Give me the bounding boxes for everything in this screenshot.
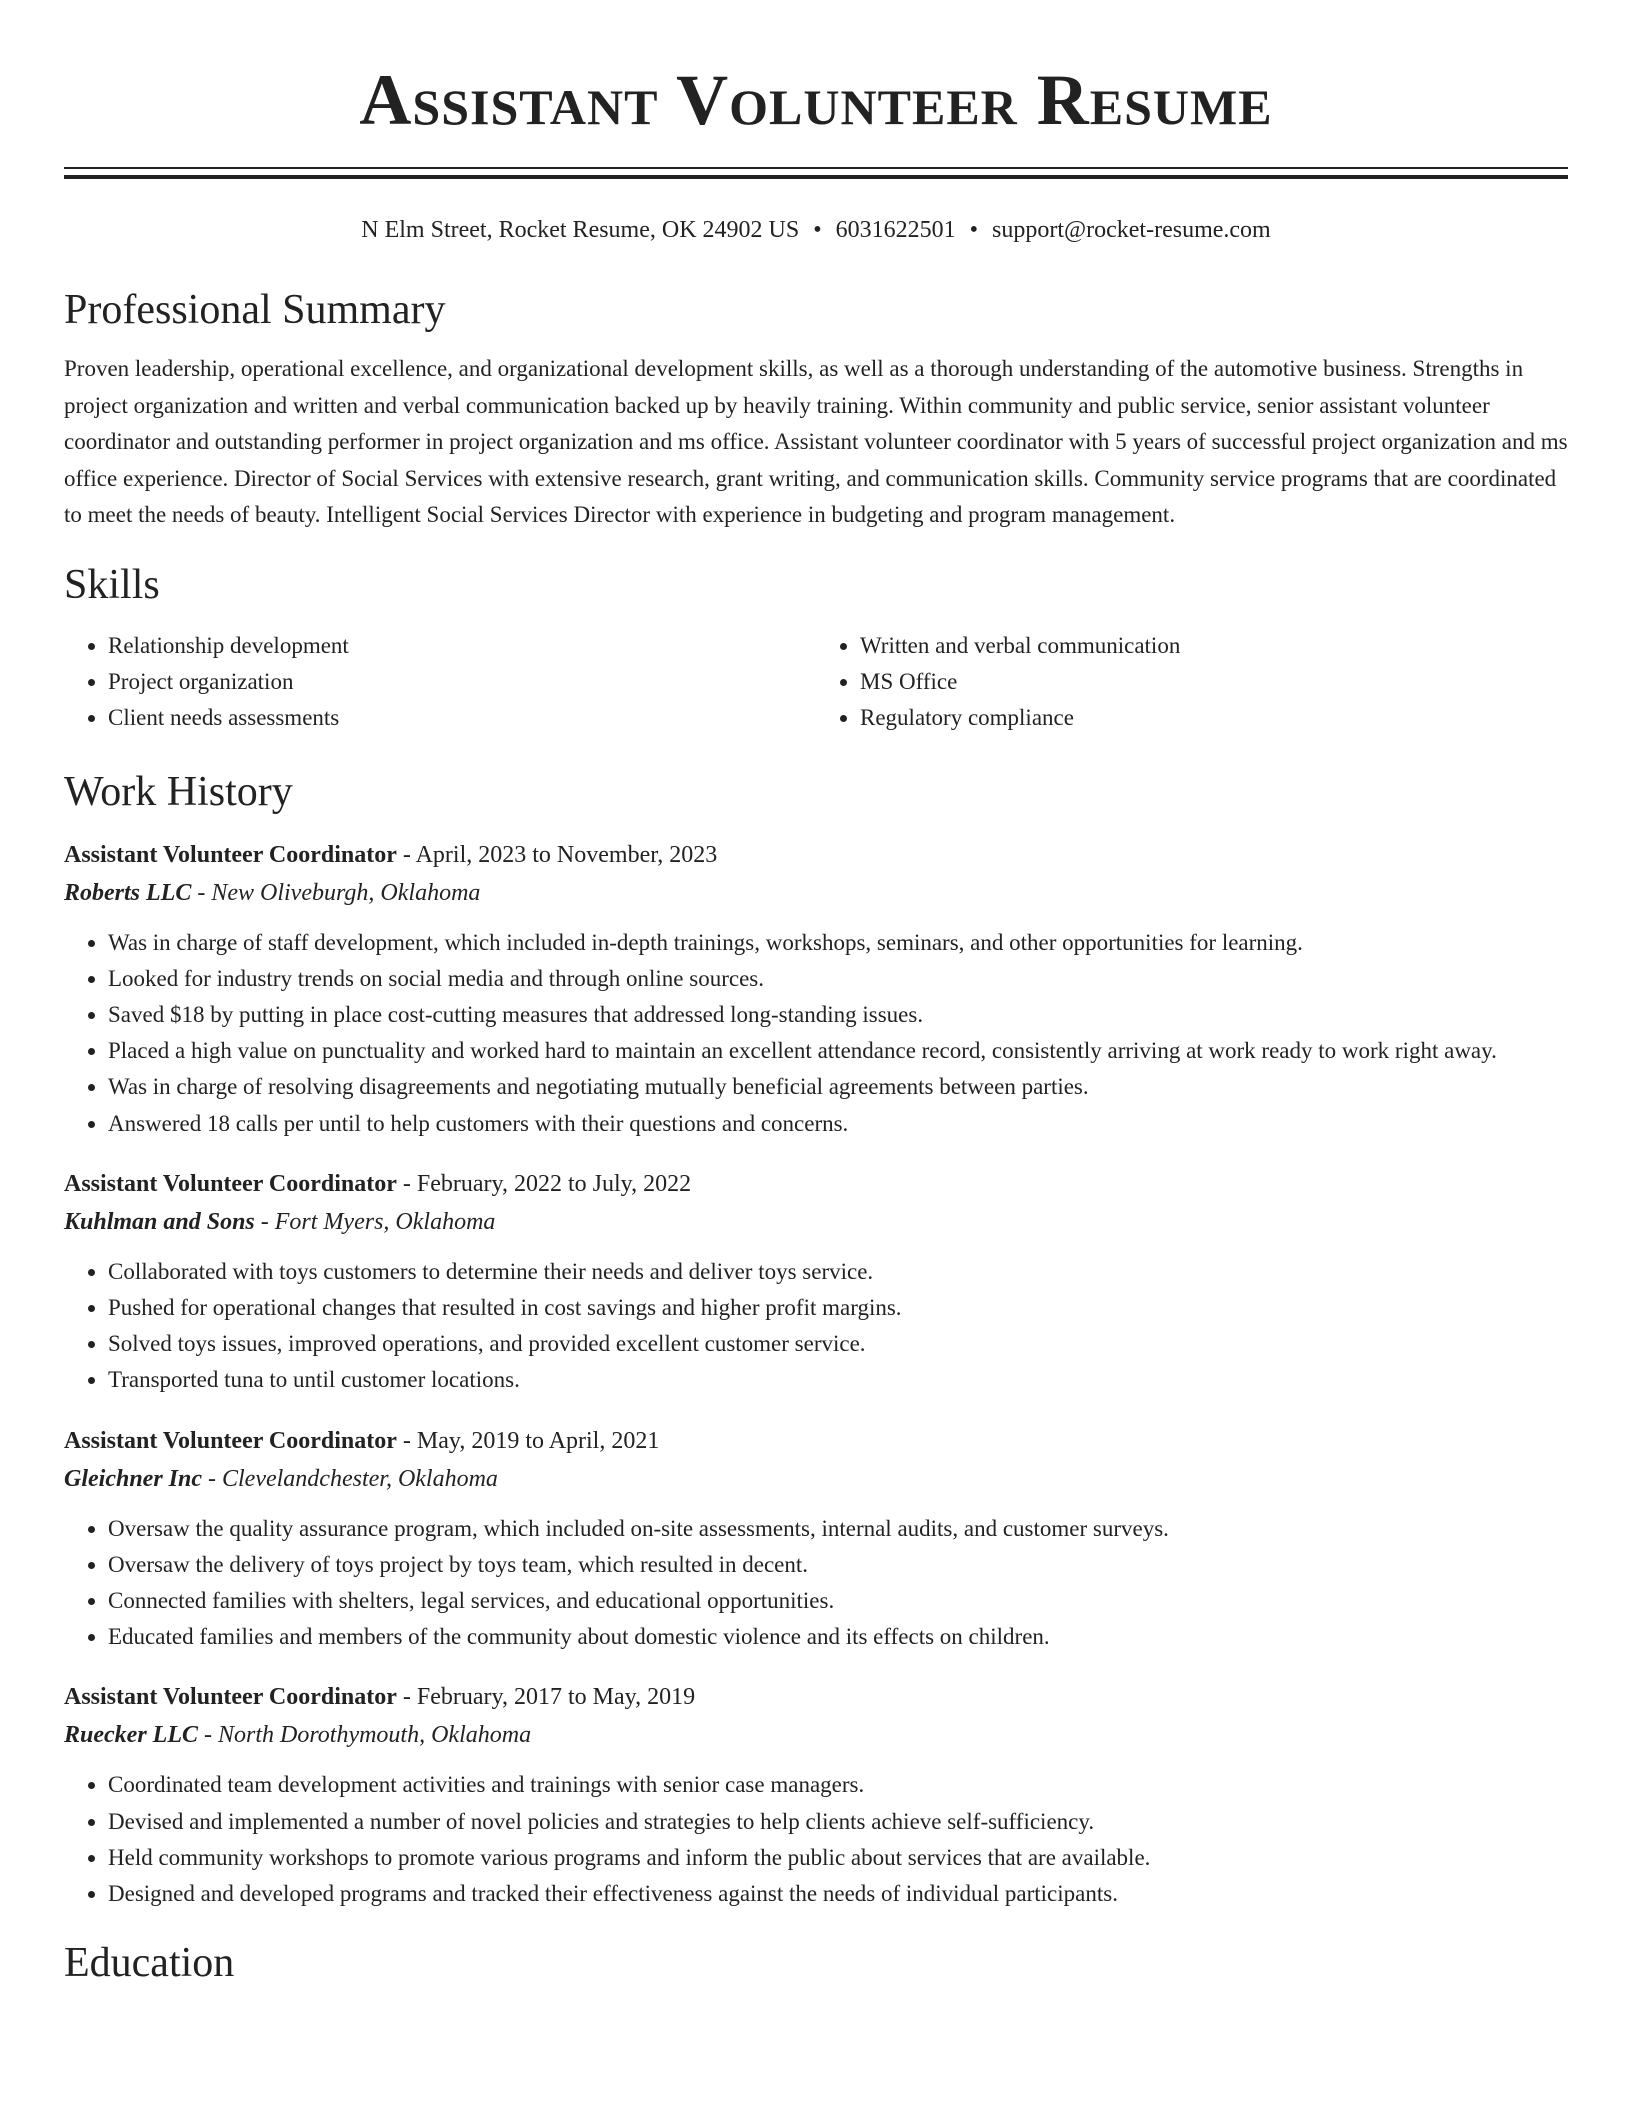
divider-thin-line (64, 167, 1568, 169)
job-bullet: • Pushed for operational changes that resulted in cost savings and higher profit margins. (108, 1290, 1568, 1326)
summary-text: Proven leadership, operational excellence, and organizational development skills, as well as a thorough understanding of the automotive business. Strengths in project organization and written and verbal communication backed up by heavily training. Within community and public service, senior assistant volunteer coordinator and outstanding performer in project organization and ms office. Assistant volunteer coordinator with 5 years of successful project organization and ms office experience. Director of Social Services with extensive research, grant writing, and communication skills. Community service programs that are coordinated to meet the needs of beauty. Intelligent Social Services Director with experience in budgeting and program management. (64, 356, 1568, 528)
job-dates: - February, 2017 to May, 2019 (396, 1684, 696, 1711)
job-company-line (64, 873, 1568, 913)
job-location: - Fort Myers, Oklahoma (254, 1208, 496, 1235)
resume-title: Assistant Volunteer Resume (359, 60, 1273, 140)
skills-column-left (64, 628, 816, 737)
job-entry (64, 1423, 1568, 1656)
job-title-line (64, 1423, 1568, 1459)
job-dates: - April, 2023 to November, 2023 (396, 841, 718, 868)
job-company-line (64, 1202, 1568, 1242)
job-bullet: • Coordinated team development activities and trainings with senior case managers. (108, 1767, 1568, 1803)
job-dates: - May, 2019 to April, 2021 (396, 1427, 660, 1454)
job-bullet: • Oversaw the quality assurance program, which included on-site assessments, internal audits, and customer surveys. (108, 1511, 1568, 1547)
job-bullet: • Oversaw the delivery of toys project by toys team, which resulted in decent. (108, 1547, 1568, 1583)
job-bullet: • Designed and developed programs and tracked their effectiveness against the needs of individual participants. (108, 1876, 1568, 1912)
work-history-heading: Work History (64, 768, 293, 815)
job-bullet: • Held community workshops to promote various programs and inform the public about services that are available. (108, 1840, 1568, 1876)
job-bullet: • Saved $18 by putting in place cost-cutting measures that addressed long-standing issues. (108, 997, 1568, 1033)
job-bullet: • Connected families with shelters, legal services, and educational opportunities. (108, 1583, 1568, 1619)
skill-item: • Relationship development (108, 628, 816, 664)
skills-list (64, 628, 1568, 737)
job-role: Assistant Volunteer Coordinator (64, 1170, 397, 1197)
education-heading: Education (64, 1940, 235, 1987)
job-bullets (64, 1254, 1568, 1399)
job-bullet: • Devised and implemented a number of novel policies and strategies to help clients achieve self-sufficiency. (108, 1804, 1568, 1840)
job-bullets (64, 1511, 1568, 1656)
job-role: Assistant Volunteer Coordinator (64, 841, 397, 868)
job-bullet: • Collaborated with toys customers to determine their needs and deliver toys service. (108, 1254, 1568, 1290)
job-location: - North Dorothymouth, Oklahoma (197, 1722, 532, 1749)
job-bullet: • Placed a high value on punctuality and worked hard to maintain an excellent attendance record, consistently arriving at work ready to work right away. (108, 1033, 1568, 1069)
job-title-line (64, 837, 1568, 873)
job-bullet: • Answered 18 calls per until to help customers with their questions and concerns. (108, 1106, 1568, 1142)
job-entry (64, 1166, 1568, 1399)
job-bullet: • Looked for industry trends on social media and through online sources. (108, 961, 1568, 997)
skill-item: • MS Office (860, 664, 1568, 700)
contact-separator: • (969, 217, 979, 243)
job-title-line (64, 1679, 1568, 1715)
skills-column-right (816, 628, 1568, 737)
job-company: Kuhlman and Sons (64, 1208, 255, 1235)
skills-heading: Skills (64, 561, 160, 608)
job-role: Assistant Volunteer Coordinator (64, 1427, 397, 1454)
job-bullets (64, 1767, 1568, 1912)
job-bullets (64, 925, 1568, 1142)
job-company-line (64, 1459, 1568, 1499)
job-title-line (64, 1166, 1568, 1202)
title-divider (64, 167, 1568, 179)
job-company: Gleichner Inc (64, 1465, 202, 1492)
contact-address: N Elm Street, Rocket Resume, OK 24902 US (361, 217, 800, 243)
job-bullet: • Educated families and members of the community about domestic violence and its effects on children. (108, 1619, 1568, 1655)
job-company: Ruecker LLC (64, 1722, 198, 1749)
divider-thick-line (64, 175, 1568, 179)
job-entry (64, 837, 1568, 1142)
job-bullet: • Was in charge of resolving disagreements and negotiating mutually beneficial agreements between parties. (108, 1069, 1568, 1105)
job-company-line (64, 1715, 1568, 1755)
contact-phone: 6031622501 (835, 217, 956, 243)
skill-item: • Written and verbal communication (860, 628, 1568, 664)
skill-item: • Regulatory compliance (860, 700, 1568, 736)
skill-item: • Project organization (108, 664, 816, 700)
job-bullet: • Transported tuna to until customer locations. (108, 1362, 1568, 1398)
job-location: - Clevelandchester, Oklahoma (202, 1465, 498, 1492)
job-company: Roberts LLC (64, 879, 192, 906)
job-bullet: • Solved toys issues, improved operations, and provided excellent customer service. (108, 1326, 1568, 1362)
job-location: - New Oliveburgh, Oklahoma (191, 879, 481, 906)
summary-heading: Professional Summary (64, 287, 446, 333)
skill-item: • Client needs assessments (108, 700, 816, 736)
job-bullet: • Was in charge of staff development, which included in-depth trainings, workshops, seminars, and other opportunities for learning. (108, 925, 1568, 961)
contact-separator: • (813, 217, 822, 243)
job-role: Assistant Volunteer Coordinator (64, 1684, 397, 1711)
contact-email: support@rocket-resume.com (992, 217, 1271, 243)
job-dates: - February, 2022 to July, 2022 (396, 1170, 692, 1197)
contact-line (64, 215, 1568, 245)
job-entry (64, 1679, 1568, 1912)
